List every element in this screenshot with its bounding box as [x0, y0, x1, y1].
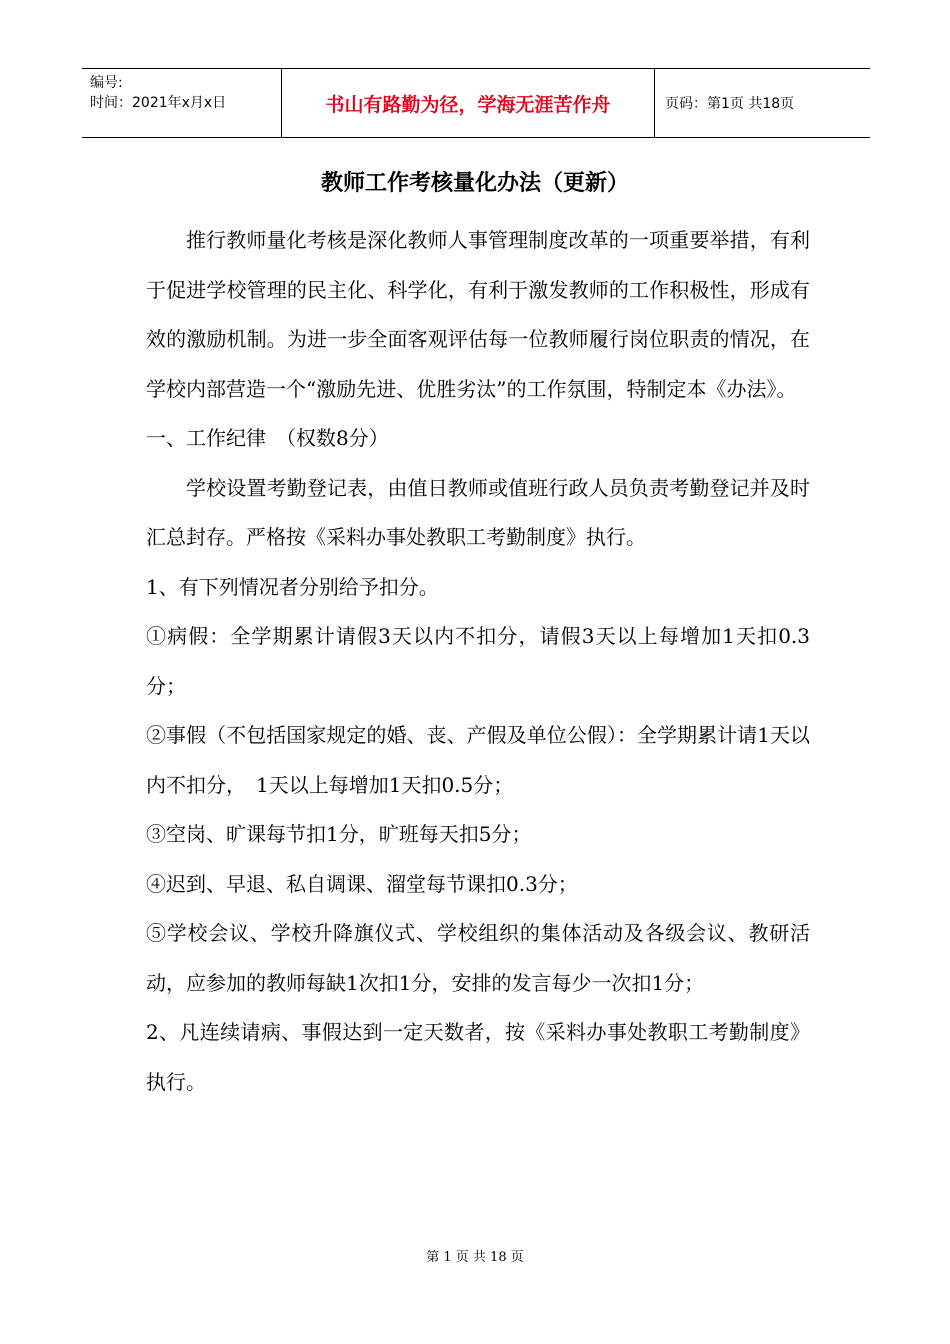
- document-body: [146, 216, 810, 1107]
- list-item: ④迟到、早退、私自调课、溜堂每节课扣0.3分；: [146, 871, 578, 896]
- header-meta: [82, 69, 282, 137]
- list-item: ⑤学校会议、学校升降旗仪式、学校组织的集体活动及各级会议、教研活动，应参加的教师每缺1次扣1分，安排的发言每少一次扣1分；: [146, 921, 810, 995]
- intro-paragraph: 推行教师量化考核是深化教师人事管理制度改革的一项重要举措，有利于促进学校管理的民主化、科学化，有利于激发教师的工作积极性，形成有效的激励机制。为进一步全面客观评估每一位教师履行岗位职责的情况，在学校内部营造一个“激励先进、优胜劣汰”的工作氛围，特制定本《办法》。: [146, 228, 810, 401]
- document-header: [82, 68, 870, 138]
- section-heading: 一、工作纪律 （权数8分）: [146, 426, 389, 450]
- list-item: 1、有下列情况者分别给予扣分。: [146, 574, 439, 599]
- number-label: 编号:: [90, 75, 123, 91]
- page-footer: 第 1 页 共 18 页: [426, 1250, 524, 1265]
- time-label: 时间：2021年x月x日: [90, 95, 227, 111]
- list-item: ②事假（不包括国家规定的婚、丧、产假及单位公假）：全学期累计请1天以内不扣分， 1天以上每增加1天扣0.5分；: [146, 723, 810, 797]
- list-item: ③空岗、旷课每节扣1分，旷班每天扣5分；: [146, 822, 532, 846]
- document-title: 教师工作考核量化办法（更新）: [320, 171, 629, 196]
- header-motto: 书山有路勤为径，学海无涯苦作舟: [282, 69, 655, 137]
- paragraph: 学校设置考勤登记表，由值日教师或值班行政人员负责考勤登记并及时汇总封存。严格按《采料办事处教职工考勤制度》执行。: [146, 475, 810, 549]
- list-item: 2、凡连续请病、事假达到一定天数者，按《采料办事处教职工考勤制度》执行。: [146, 1020, 810, 1094]
- list-item: ①病假：全学期累计请假3天以内不扣分，请假3天以上每增加1天扣0.3分；: [146, 624, 810, 698]
- header-page-info: 页码：第1页 共18页: [665, 96, 795, 112]
